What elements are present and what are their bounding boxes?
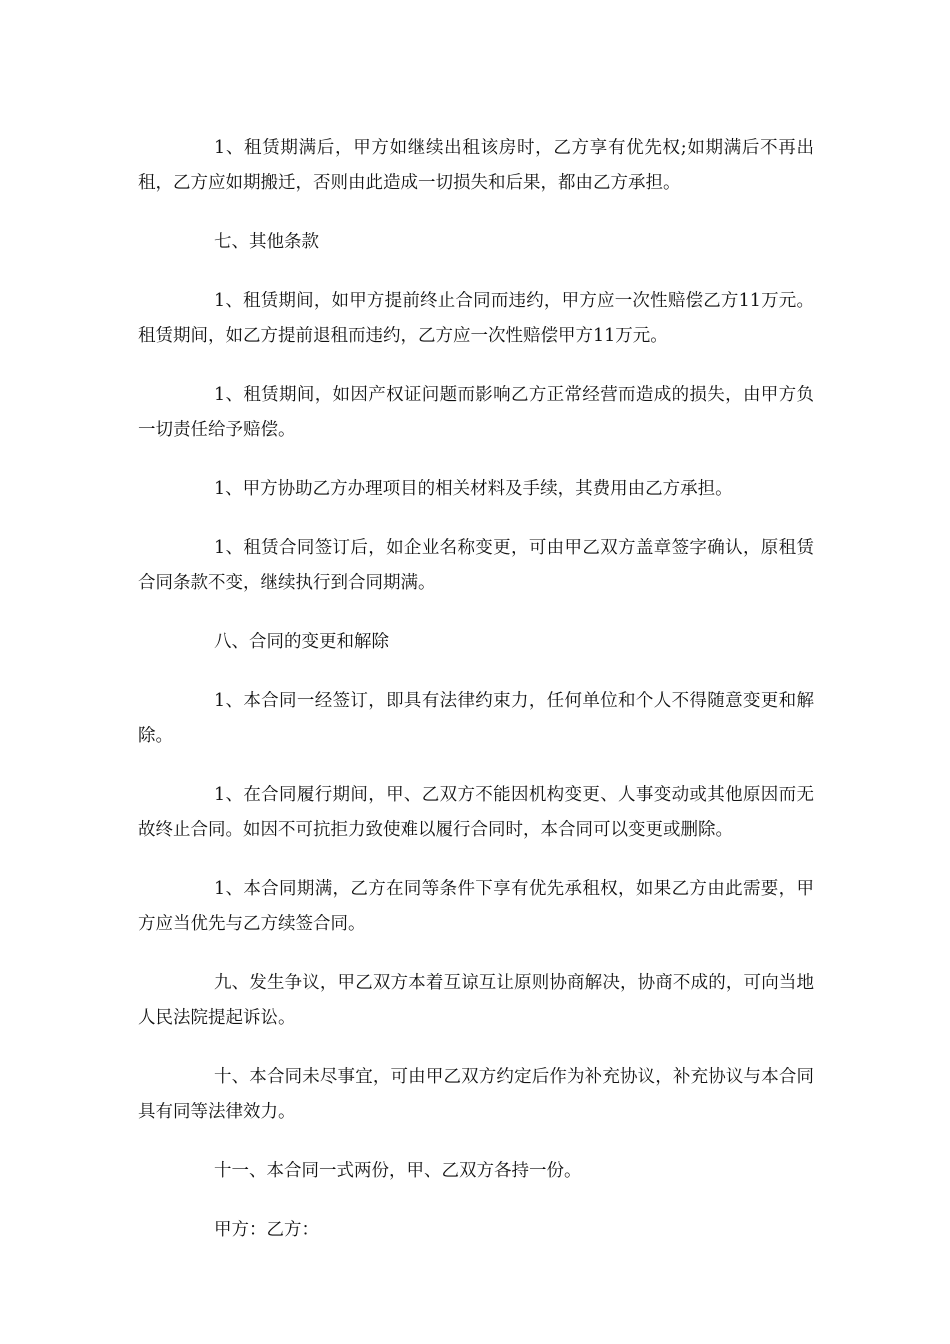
section-supplementary-agreement: 十、本合同未尽事宜，可由甲乙双方约定后作为补充协议，补充协议与本合同具有同等法律效力。: [138, 1067, 814, 1122]
clause-early-termination-penalty: 1、租赁期间，如甲方提前终止合同而违约，甲方应一次性赔偿乙方11万元。租赁期间，如乙方提前退租而违约，乙方应一次性赔偿甲方11万元。: [138, 291, 814, 346]
section-heading-other-terms: 七、其他条款: [214, 232, 319, 252]
clause-lease-expiry-priority: 1、租赁期满后，甲方如继续出租该房时，乙方享有优先权;如期满后不再出租，乙方应如期搬迁，否则由此造成一切损失和后果，都由乙方承担。: [138, 138, 814, 193]
section-dispute-resolution: 九、发生争议，甲乙双方本着互谅互让原则协商解决，协商不成的，可向当地人民法院提起诉讼。: [138, 973, 814, 1028]
section-heading-change-termination: 八、合同的变更和解除: [214, 632, 389, 652]
clause-procedures-assistance: 1、甲方协助乙方办理项目的相关材料及手续，其费用由乙方承担。: [214, 479, 733, 499]
section-copies: 十一、本合同一式两份，甲、乙双方各持一份。: [214, 1161, 582, 1181]
document-page: [138, 131, 814, 1272]
signature-line: 甲方：乙方：: [214, 1220, 319, 1240]
clause-renewal-priority: 1、本合同期满，乙方在同等条件下享有优先承租权，如果乙方由此需要，甲方应当优先与乙方续签合同。: [138, 879, 814, 934]
clause-no-unilateral-termination: 1、在合同履行期间，甲、乙双方不能因机构变更、人事变动或其他原因而无故终止合同。如因不可抗拒力致使难以履行合同时，本合同可以变更或删除。: [138, 785, 814, 840]
clause-company-name-change: 1、租赁合同签订后，如企业名称变更，可由甲乙双方盖章签字确认，原租赁合同条款不变，继续执行到合同期满。: [138, 538, 814, 593]
clause-binding-effect: 1、本合同一经签订，即具有法律约束力，任何单位和个人不得随意变更和解除。: [138, 691, 814, 746]
clause-property-certificate-liability: 1、租赁期间，如因产权证问题而影响乙方正常经营而造成的损失，由甲方负一切责任给予赔偿。: [138, 385, 814, 440]
